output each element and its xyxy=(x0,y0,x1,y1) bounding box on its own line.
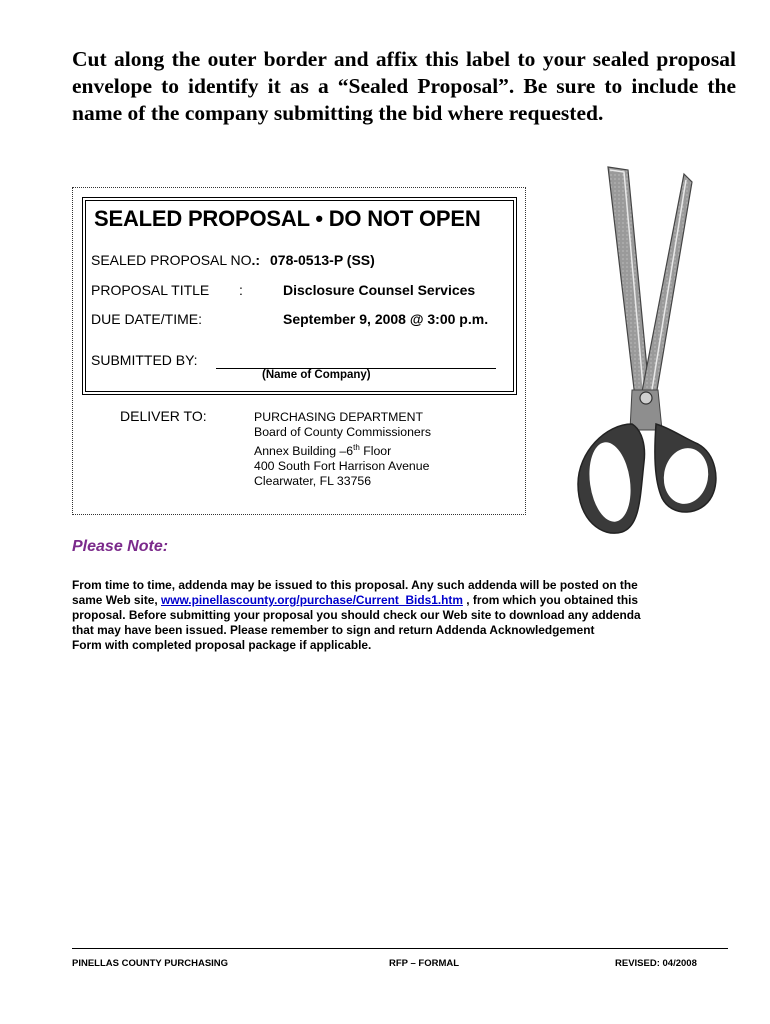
proposal-number-row xyxy=(91,252,375,268)
footer-right: REVISED: 04/2008 xyxy=(615,958,697,969)
note-line: proposal. Before submitting your proposal you should check our Web site to download any addenda xyxy=(72,608,641,622)
proposal-number-label: SEALED PROPOSAL NO xyxy=(91,252,252,268)
proposal-title-value: Disclosure Counsel Services xyxy=(283,282,476,298)
due-date-value: September 9, 2008 @ 3:00 p.m. xyxy=(283,311,489,327)
deliver-to-label: DELIVER TO: xyxy=(120,408,207,424)
addenda-note xyxy=(72,578,692,653)
current-bids-link[interactable]: www.pinellascounty.org/purchase/Current_Bids1.htm xyxy=(161,593,463,607)
address-line: Board of County Commissioners xyxy=(254,425,432,439)
footer-left: PINELLAS COUNTY PURCHASING xyxy=(72,958,229,969)
please-note-heading: Please Note: xyxy=(72,538,169,555)
note-line: From time to time, addenda may be issued to this proposal. Any such addenda will be posted on the xyxy=(72,578,638,592)
note-line: Form with completed proposal package if applicable. xyxy=(72,638,372,652)
address-line: 400 South Fort Harrison Avenue xyxy=(254,459,430,474)
footer-center: RFP – FORMAL xyxy=(389,958,460,969)
address-line: Annex Building –6th Floor xyxy=(254,443,392,459)
proposal-title-separator: : xyxy=(239,282,243,298)
instructions-paragraph: Cut along the outer border and affix this label to your sealed proposal envelope to identify it as a “Sealed Proposal”. Be sure to include the name of the company submitting the bid where requested. xyxy=(72,47,736,125)
proposal-number-value: 078-0513-P (SS) xyxy=(270,252,375,268)
submitted-by-label: SUBMITTED BY: xyxy=(91,352,198,368)
company-name-caption: (Name of Company) xyxy=(262,369,371,381)
due-date-label: DUE DATE/TIME: xyxy=(91,311,202,327)
proposal-number-separator: .: xyxy=(251,252,264,268)
address-line: Clearwater, FL 33756 xyxy=(254,474,372,489)
proposal-title-label: PROPOSAL TITLE xyxy=(91,282,210,298)
address-line: PURCHASING DEPARTMENT xyxy=(254,410,423,424)
footer-rule xyxy=(72,948,728,949)
scissors-icon xyxy=(566,162,720,548)
label-title: SEALED PROPOSAL • DO NOT OPEN xyxy=(94,206,481,231)
note-line: that may have been issued. Please remember to sign and return Addenda Acknowledgement xyxy=(72,623,595,637)
note-line: same Web site, www.pinellascounty.org/purchase/Current_Bids1.htm , from which you obtained this xyxy=(72,593,639,607)
delivery-address xyxy=(254,410,431,489)
